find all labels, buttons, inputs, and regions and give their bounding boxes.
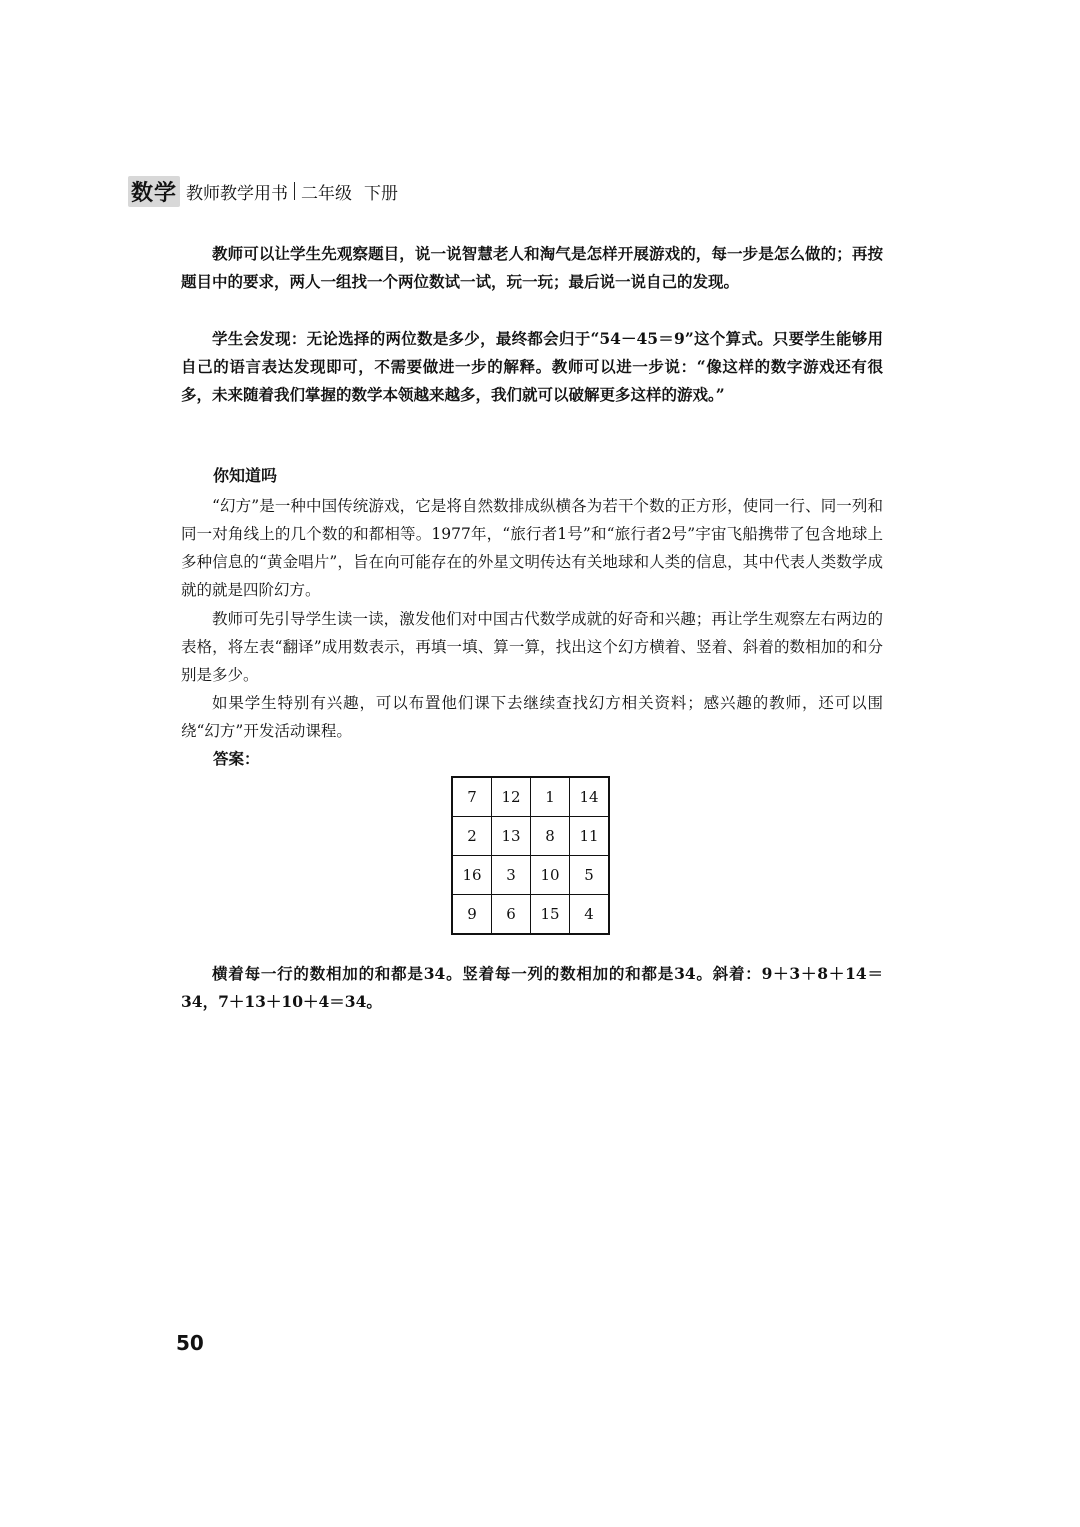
magic-square-cell: 12 <box>492 777 531 817</box>
running-header <box>128 176 398 206</box>
paragraph-student-discovery: 学生会发现：无论选择的两位数是多少，最终都会归于“54－45＝9”这个算式。只要学生能够用自己的语言表达发现即可，不需要做进一步的解释。教师可以进一步说：“像这样的数字游戏还有很多，未来随着我们掌握的数学本领越来越多，我们就可以破解更多这样的游戏。” <box>181 329 883 404</box>
table-row <box>452 856 609 895</box>
magic-square-cell: 9 <box>452 895 492 935</box>
magic-square-cell: 15 <box>531 895 570 935</box>
header-grade: 二年级 <box>301 183 353 204</box>
header-volume: 下册 <box>364 183 399 204</box>
table-row <box>452 817 609 856</box>
magic-square-cell: 4 <box>570 895 610 935</box>
magic-square-cell: 10 <box>531 856 570 895</box>
magic-square-cell: 2 <box>452 817 492 856</box>
paragraph-extension-activity: 如果学生特别有兴趣，可以布置他们课下去继续查找幻方相关资料；感兴趣的教师，还可以围绕“幻方”开发活动课程。 <box>181 694 883 740</box>
magic-square-cell: 13 <box>492 817 531 856</box>
page-number: 50 <box>176 1331 204 1355</box>
magic-square-cell: 3 <box>492 856 531 895</box>
table-row <box>452 895 609 935</box>
magic-square-cell: 1 <box>531 777 570 817</box>
header-divider <box>294 182 295 200</box>
magic-square-cell: 5 <box>570 856 610 895</box>
magic-square-cell: 8 <box>531 817 570 856</box>
magic-square-cell: 6 <box>492 895 531 935</box>
magic-square-cell: 7 <box>452 777 492 817</box>
paragraph-answer-explanation: 横着每一行的数相加的和都是34。竖着每一列的数相加的和都是34。斜着：9＋3＋8＋14＝34，7＋13＋10＋4＝34。 <box>181 964 883 1011</box>
paragraph-game-instructions: 教师可以让学生先观察题目，说一说智慧老人和淘气是怎样开展游戏的，每一步是怎么做的；再按题目中的要求，两人一组找一个两位数试一试，玩一玩；最后说一说自己的发现。 <box>181 244 883 291</box>
magic-square-table <box>451 776 610 935</box>
magic-square-cell: 11 <box>570 817 610 856</box>
header-book-title: 教师教学用书 <box>186 183 289 204</box>
section-title-did-you-know: 你知道吗 <box>213 466 278 485</box>
magic-square-cell: 16 <box>452 856 492 895</box>
paragraph-teaching-guidance: 教师可先引导学生读一读，激发他们对中国古代数学成就的好奇和兴趣；再让学生观察左右两边的表格，将左表“翻译”成用数表示，再填一填、算一算，找出这个幻方横着、竖着、斜着的数相加的和分别是多少。 <box>181 610 883 684</box>
answer-label: 答案： <box>213 749 260 768</box>
table-row <box>452 777 609 817</box>
paragraph-magic-square-intro: “幻方”是一种中国传统游戏，它是将自然数排成纵横各为若干个数的正方形，使同一行、同一列和同一对角线上的几个数的和都相等。1977年，“旅行者1号”和“旅行者2号”宇宙飞船携带了包含地球上多种信息的“黄金唱片”，旨在向可能存在的外星文明传达有关地球和人类的信息，其中代表人类数学成就的就是四阶幻方。 <box>181 497 883 599</box>
header-brand: 数学 <box>128 176 180 207</box>
magic-square-cell: 14 <box>570 777 610 817</box>
